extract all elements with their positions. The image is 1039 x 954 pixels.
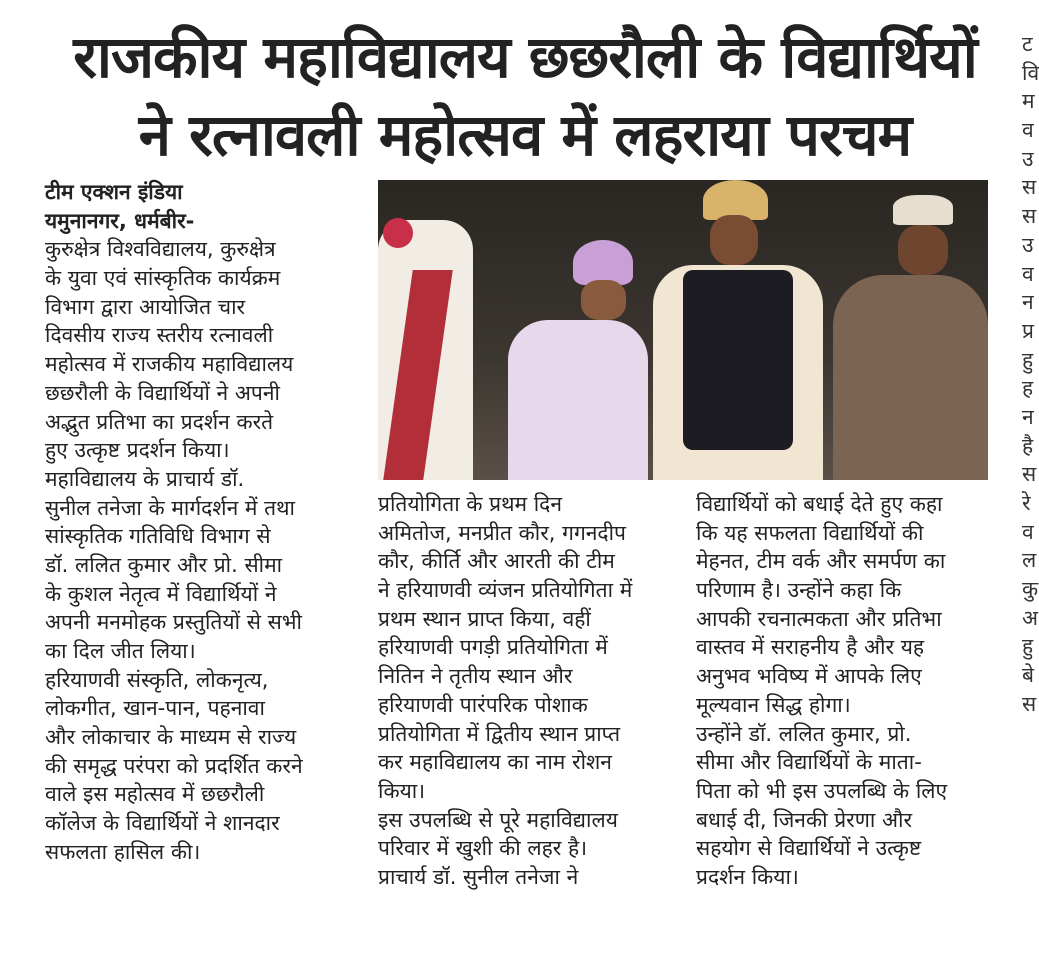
fragment-line: व	[1022, 519, 1034, 544]
text-line: प्रतियोगिता में द्वितीय स्थान प्राप्त	[378, 721, 621, 746]
fragment-line: स	[1022, 691, 1037, 716]
text-line: उन्होंने डॉ. ललित कुमार, प्रो.	[696, 721, 912, 746]
fragment-line: प्र	[1022, 318, 1034, 343]
text-line: अद्भुत प्रतिभा का प्रदर्शन करते	[45, 409, 274, 434]
fragment-line: स	[1022, 175, 1037, 200]
fragment-line: व	[1022, 261, 1034, 286]
text-line: अमितोज, मनप्रीत कौर, गगनदीप	[378, 520, 626, 545]
text-line: हरियाणवी पारंपरिक पोशाक	[378, 692, 588, 717]
text-line: विद्यार्थियों को बधाई देते हुए कहा	[696, 492, 943, 516]
text-line: नितिन ने तृतीय स्थान और	[378, 664, 573, 689]
text-line: लोकगीत, खान-पान, पहनावा	[45, 696, 265, 721]
text-line: दिवसीय राज्य स्तरीय रत्नावली	[45, 323, 274, 348]
fragment-line: ल	[1022, 548, 1037, 573]
text-line: कुरुक्षेत्र विश्वविद्यालय, कुरुक्षेत्र	[45, 237, 276, 262]
fragment-line: अ	[1022, 605, 1039, 630]
fragment-line: रे	[1022, 491, 1031, 515]
fragment-line: स	[1022, 462, 1037, 487]
text-line: किया।	[378, 778, 426, 803]
text-line: प्रथम स्थान प्राप्त किया, वहीं	[378, 606, 591, 631]
fragment-line: स	[1022, 204, 1037, 229]
text-line: कि यह सफलता विद्यार्थियों की	[696, 520, 924, 545]
fragment-line: व	[1022, 118, 1034, 143]
adjacent-article-fragment	[1022, 30, 1039, 719]
text-line: और लोकाचार के माध्यम से राज्य	[45, 725, 297, 750]
text-line: परिवार में खुशी की लहर है।	[378, 836, 588, 861]
fragment-line: बे	[1022, 663, 1034, 688]
byline-place-reporter: यमुनानगर, धर्मबीर-	[45, 208, 195, 233]
text-line: प्रदर्शन किया।	[696, 864, 799, 889]
article-column-3	[696, 490, 996, 892]
text-line: के युवा एवं सांस्कृतिक कार्यक्रम	[45, 266, 281, 291]
text-line: बधाई दी, जिनकी प्रेरणा और	[696, 807, 913, 832]
text-line: ने हरियाणवी व्यंजन प्रतियोगिता में	[378, 578, 633, 603]
fragment-line: उ	[1022, 232, 1034, 257]
fragment-line: न	[1022, 290, 1034, 315]
article-photo	[378, 180, 988, 480]
text-line: सांस्कृतिक गतिविधि विभाग से	[45, 524, 271, 549]
text-line: हुए उत्कृष्ट प्रदर्शन किया।	[45, 438, 230, 463]
text-line: कॉलेज के विद्यार्थियों ने शानदार	[45, 811, 280, 836]
text-line: मेहनत, टीम वर्क और समर्पण का	[696, 549, 946, 574]
text-line: के कुशल नेतृत्व में विद्यार्थियों ने	[45, 581, 277, 606]
text-line: हरियाणवी पगड़ी प्रतियोगिता में	[378, 635, 608, 660]
text-line: सुनील तनेजा के मार्गदर्शन में तथा	[45, 495, 295, 520]
text-line: विभाग द्वारा आयोजित चार	[45, 294, 246, 319]
byline-agency: टीम एक्शन इंडिया	[45, 180, 183, 204]
fragment-line: न	[1022, 404, 1034, 429]
text-line: वास्तव में सराहनीय है और यह	[696, 635, 925, 660]
fragment-line: उ	[1022, 146, 1034, 171]
headline-line-2: ने रत्नावली महोत्सव में लहराया परचम	[138, 101, 912, 169]
text-line: आपकी रचनात्मकता और प्रतिभा	[696, 606, 942, 631]
headline-line-1: राजकीय महाविद्यालय छछरौली के विद्यार्थियों	[73, 23, 977, 91]
article-column-1	[45, 178, 355, 867]
text-line: पिता को भी इस उपलब्धि के लिए	[696, 778, 948, 803]
fragment-line: ट	[1022, 32, 1033, 56]
text-line: प्रतियोगिता के प्रथम दिन	[378, 492, 562, 516]
fragment-line: वि	[1022, 60, 1039, 85]
text-line: सहयोग से विद्यार्थियों ने उत्कृष्ट	[696, 836, 922, 861]
text-line: महोत्सव में राजकीय महाविद्यालय	[45, 352, 294, 377]
text-line: की समृद्ध परंपरा को प्रदर्शित करने	[45, 753, 303, 778]
fragment-line: है	[1022, 433, 1034, 458]
text-line: का दिल जीत लिया।	[45, 639, 196, 663]
text-line: छछरौली के विद्यार्थियों ने अपनी	[45, 380, 280, 405]
text-line: डॉ. ललित कुमार और प्रो. सीमा	[45, 552, 283, 577]
text-line: कर महाविद्यालय का नाम रोशन	[378, 750, 612, 775]
fragment-line: ह	[1022, 376, 1034, 401]
text-line: परिणाम है। उन्होंने कहा कि	[696, 578, 902, 603]
text-line: कौर, कीर्ति और आरती की टीम	[378, 549, 615, 574]
text-line: मूल्यवान सिद्ध होगा।	[696, 692, 851, 717]
fragment-line: म	[1022, 89, 1035, 114]
text-line: सीमा और विद्यार्थियों के माता-	[696, 750, 922, 775]
text-line: सफलता हासिल की।	[45, 839, 201, 864]
text-line: हरियाणवी संस्कृति, लोकनृत्य,	[45, 667, 269, 692]
article-column-2	[378, 490, 678, 892]
text-line: अनुभव भविष्य में आपके लिए	[696, 664, 922, 689]
text-line: महाविद्यालय के प्राचार्य डॉ.	[45, 466, 245, 491]
text-line: वाले इस महोत्सव में छछरौली	[45, 782, 265, 807]
fragment-line: हु	[1022, 634, 1034, 659]
text-line: अपनी मनमोहक प्रस्तुतियों से सभी	[45, 610, 302, 635]
fragment-line: हु	[1022, 347, 1034, 372]
text-line: इस उपलब्धि से पूरे महाविद्यालय	[378, 807, 618, 832]
fragment-line: कु	[1022, 577, 1039, 602]
text-line: प्राचार्य डॉ. सुनील तनेजा ने	[378, 864, 579, 889]
